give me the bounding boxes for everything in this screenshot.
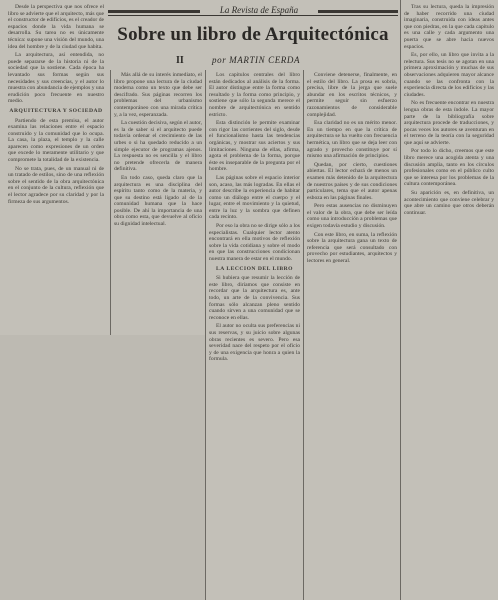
column-paragraph: Con este libro, en suma, la reflexión sobre la arquitectura gana un texto de referencia que será consultado con provecho por estudiantes, arquitectos y lectores en general. <box>307 231 397 265</box>
column-paragraph: Esa claridad no es un mérito menor. En un tiempo en que la crítica de arquitectura se ha vuelto con frecuencia hermética, un libro que se deja leer con agrado y provecho constituye por sí mismo una afirmación de principios. <box>307 120 397 160</box>
header-rule-thin <box>108 15 398 16</box>
column-paragraph: Desde la perspectiva que nos ofrece el libro se advierte que el arquitecto, más que el constructor de edificios, es el creador de espacios donde la vida humana se desarrolla. Su tarea no es únicamente técnica: supone una visión del mundo, una idea del hombre y de la ciudad que habita. <box>8 4 104 50</box>
article-column-2 <box>114 72 202 330</box>
column-rule <box>400 0 401 600</box>
article-column-3 <box>209 72 300 598</box>
blank-area <box>0 335 205 600</box>
column-paragraph: Conviene detenerse, finalmente, en el estilo del libro. La prosa es sobria, precisa, libre de la jerga que suele abundar en los escritos técnicos, y permite seguir sin esfuerzo razonamientos de considerable complejidad. <box>307 72 397 118</box>
column-paragraph: Esta distinción le permite examinar con rigor las corrientes del siglo, desde el funcionalismo hasta las tendencias orgánicas, y mostrar sus aciertos y sus limitaciones. Ninguna de ellas, afirma, agota el problema de la forma, porque éste es inseparable de la pregunta por el hombre. <box>209 120 300 173</box>
column-paragraph: Su aparición es, en definitiva, un acontecimiento que conviene celebrar y que abre un camino que otros deberán continuar. <box>404 190 494 216</box>
column-paragraph: Por todo lo dicho, creemos que este libro merece una acogida atenta y una discusión amplia, tanto en los círculos profesionales como en el público culto que se interesa por los problemas de la cultura contemporánea. <box>404 148 494 188</box>
byline: por MARTIN CERDA <box>212 55 301 65</box>
column-paragraph: Por eso la obra no se dirige sólo a los especialistas. Cualquier lector atento encontrará en ella motivos de reflexión sobre la vida cotidiana y sobre el modo en que las construcciones condicionan nuestra manera de estar en el mundo. <box>209 223 300 263</box>
column-rule <box>205 70 206 600</box>
column-paragraph: Más allá de su interés inmediato, el libro propone una lectura de la ciudad moderna como un texto que debe ser descifrado. Sus páginas recorren los problemas del urbanismo contemporáneo con una mirada crítica y, a la vez, esperanzada. <box>114 72 202 118</box>
part-number: II <box>176 55 184 66</box>
column-subheading: ARQUITECTURA Y SOCIEDAD <box>9 107 103 114</box>
article-column-1 <box>8 4 104 329</box>
column-paragraph: Si hubiera que resumir la lección de este libro, diríamos que consiste en recordar que la arquitectura es, ante todo, un arte de la convivencia. Sus formas sólo alcanzan pleno sentido cuando sirven a una comunidad que se reconoce en ellas. <box>209 275 300 321</box>
column-paragraph: Pero estas ausencias no disminuyen el valor de la obra, que debe ser leída como una introducción a problemas que exigen todavía estudio y discusión. <box>307 203 397 230</box>
column-subheading: LA LECCION DEL LIBRO <box>216 265 293 272</box>
column-paragraph: La arquitectura, así entendida, no puede separarse de la historia ni de la sociedad que la sostiene. Cada época ha levantado sus formas según sus necesidades y sus creencias, y el autor lo muestra con abundancia de ejemplos y una erudición poco frecuente en nuestro medio. <box>8 52 104 105</box>
column-paragraph: Partiendo de esta premisa, el autor examina las relaciones entre el espacio construido y la comunidad que lo ocupa. La casa, la plaza, el templo y la calle aparecen como expresiones de un orden que excede lo meramente utilitario y que compromete la totalidad de la existencia. <box>8 117 104 164</box>
column-rule <box>110 70 111 335</box>
column-paragraph: Es, por ello, un libro que invita a la relectura. Sus tesis no se agotan en una primera aproximación y muchas de sus observaciones adquieren mayor alcance cuando se las confronta con la experiencia directa de los edificios y las ciudades. <box>404 52 494 98</box>
column-paragraph: Las páginas sobre el espacio interior son, acaso, las más logradas. En ellas el autor describe la experiencia de habitar como un diálogo entre el cuerpo y el lugar, entre el movimiento y la quietud, entre la luz y la sombra que definen cada recinto. <box>209 174 300 221</box>
column-paragraph: Tras su lectura, queda la impresión de haber recorrido una ciudad imaginaria, construida con ideas antes que con piedras, en la que cada capítulo es una calle y cada argumento una puerta que se abre hacia nuevos espacios. <box>404 4 494 50</box>
column-rule <box>303 70 304 600</box>
column-paragraph: El autor no oculta sus preferencias ni sus reservas, y su juicio sobre algunas obras recientes es severo. Pero esa severidad nace del respeto por el oficio y de una exigencia que honra a quien la formula. <box>209 323 300 363</box>
article-column-4 <box>307 72 397 598</box>
column-paragraph: Los capítulos centrales del libro están dedicados al análisis de la forma. El autor distingue entre la forma como resultado y la forma como principio, y sostiene que sólo la segunda merece el nombre de arquitectónica en sentido estricto. <box>209 72 300 118</box>
column-paragraph: La cuestión decisiva, según el autor, es la de saber si el arquitecto puede todavía ordenar el crecimiento de las urbes o si ha quedado reducido a un simple ejecutor de programas ajenos. La respuesta no es sencilla y el libro no pretende ofrecerla de manera definitiva. <box>114 120 202 173</box>
column-paragraph: No es frecuente encontrar en nuestra lengua obras de esta índole. La mayor parte de la bibliografía sobre arquitectura procede de traducciones, y pocas veces los autores se aventuran en el terreno de la teoría con la seguridad que aquí se advierte. <box>404 100 494 146</box>
column-paragraph: No se trata, pues, de un manual ni de un tratado de estilos, sino de una reflexión sobre el sentido de la obra arquitectónica en el conjunto de la cultura, reflexión que el lector agradece por su claridad y por la firmeza de sus argumentos. <box>8 165 104 205</box>
article-column-5 <box>404 4 494 598</box>
article-title: Sobre un libro de Arquitectónica <box>117 24 389 45</box>
column-paragraph: En todo caso, queda claro que la arquitectura es una disciplina del espíritu tanto como de la materia, y que su destino está ligado al de la comunidad humana que la hace posible. De ahí la importancia de una obra como esta, que devuelve al oficio su dignidad intelectual. <box>114 174 202 228</box>
section-label: La Revista de España <box>200 5 318 15</box>
column-paragraph: Quedan, por cierto, cuestiones abiertas. El lector echará de menos un examen más detenido de la arquitectura de nuestros países y de sus condiciones particulares, tema que el autor apenas esboza en las páginas finales. <box>307 161 397 201</box>
